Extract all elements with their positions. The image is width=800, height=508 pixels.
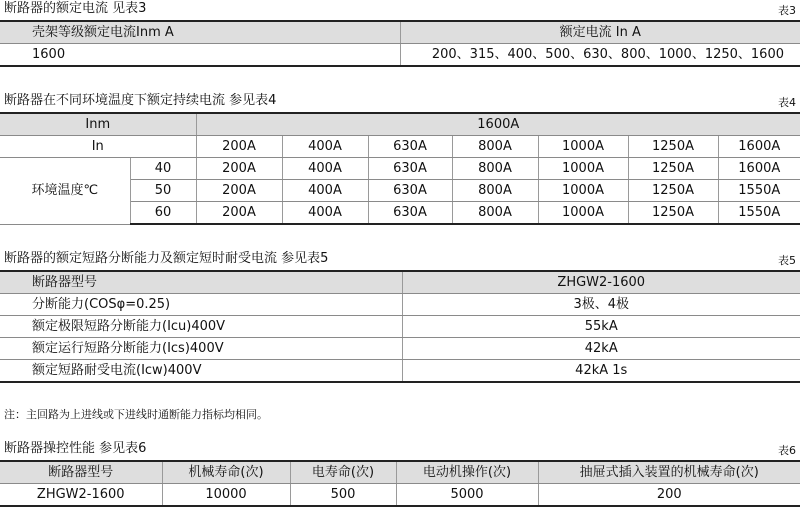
table4-inm-label: Inm [0, 113, 196, 136]
table3 [0, 20, 800, 67]
table3-row [0, 44, 800, 67]
table6-number: 表6 [778, 444, 796, 457]
table4-cell: 1000A [538, 202, 628, 225]
table4-cell: 400A [282, 202, 368, 225]
table5-value: 42kA 1s [402, 360, 800, 383]
table4-in-value: 1000A [538, 136, 628, 158]
table6-cell: ZHGW2-1600 [0, 484, 162, 507]
table6-header: 抽屉式插入装置的机械寿命(次) [538, 461, 800, 484]
table6-header: 电寿命(次) [290, 461, 396, 484]
table4-in-value: 1600A [718, 136, 800, 158]
table4-cell: 630A [368, 202, 452, 225]
table6-cell: 5000 [396, 484, 538, 507]
table5-value: 55kA [402, 316, 800, 338]
table4-number: 表4 [778, 96, 796, 109]
table4-cell: 1250A [628, 158, 718, 180]
table5-header-row [0, 271, 800, 294]
table3-header-row [0, 21, 800, 44]
table5-number: 表5 [778, 254, 796, 267]
table3-section [0, 0, 800, 67]
table3-number: 表3 [778, 4, 796, 17]
table4-cell: 1250A [628, 180, 718, 202]
table5-item: 额定极限短路分断能力(Icu)400V [0, 316, 402, 338]
table4-section [0, 92, 800, 225]
table5-value: 3极、4极 [402, 294, 800, 316]
table3-rated-current-values: 200、315、400、500、630、800、1000、1250、1600 [400, 44, 800, 67]
table5-caption: 断路器的额定短路分断能力及额定短时耐受电流 参见表5 [4, 251, 329, 266]
table6 [0, 460, 800, 507]
table6-cell: 500 [290, 484, 396, 507]
table4-in-value: 630A [368, 136, 452, 158]
table6-cell: 10000 [162, 484, 290, 507]
table6-header-row [0, 461, 800, 484]
table4-cell: 1000A [538, 158, 628, 180]
table4-cell: 630A [368, 158, 452, 180]
table5 [0, 270, 800, 383]
table6-section [0, 440, 800, 507]
table4-cell: 200A [196, 180, 282, 202]
table6-row [0, 484, 800, 507]
table4-cell: 1250A [628, 202, 718, 225]
table4-temp-value: 60 [130, 202, 196, 225]
table3-header-frame-current: 壳架等级额定电流Inm A [0, 21, 400, 44]
table4-temp-value: 40 [130, 158, 196, 180]
table4-cell: 800A [452, 180, 538, 202]
table4-in-value: 400A [282, 136, 368, 158]
table4-cell: 1550A [718, 202, 800, 225]
table5-row [0, 316, 800, 338]
table4-cell: 800A [452, 158, 538, 180]
table4-cell: 200A [196, 158, 282, 180]
table6-header: 电动机操作(次) [396, 461, 538, 484]
table4-cell: 200A [196, 202, 282, 225]
table4-cell: 400A [282, 158, 368, 180]
table4-in-label: In [0, 136, 196, 158]
table5-item: 额定短路耐受电流(Icw)400V [0, 360, 402, 383]
table4-cell: 630A [368, 180, 452, 202]
table5-row [0, 294, 800, 316]
table5-value: 42kA [402, 338, 800, 360]
table3-caption: 断路器的额定电流 见表3 [4, 1, 147, 16]
table4-cell: 1550A [718, 180, 800, 202]
table4-in-row [0, 136, 800, 158]
table4-cell: 400A [282, 180, 368, 202]
table4-cell: 1600A [718, 158, 800, 180]
table5-row [0, 360, 800, 383]
table5-row [0, 338, 800, 360]
table6-cell: 200 [538, 484, 800, 507]
table3-header-rated-current: 额定电流 In A [400, 21, 800, 44]
table4-in-value: 800A [452, 136, 538, 158]
table4-inm-row [0, 113, 800, 136]
table5-item: 额定运行短路分断能力(Ics)400V [0, 338, 402, 360]
table4-in-value: 1250A [628, 136, 718, 158]
table4 [0, 112, 800, 225]
table4-cell: 800A [452, 202, 538, 225]
table5-header-model-label: 断路器型号 [0, 271, 402, 294]
table4-temp-row [0, 158, 800, 180]
table4-caption: 断路器在不同环境温度下额定持续电流 参见表4 [4, 93, 277, 108]
table4-temp-label: 环境温度℃ [0, 158, 130, 225]
table5-section [0, 250, 800, 383]
table4-temp-value: 50 [130, 180, 196, 202]
table6-header: 断路器型号 [0, 461, 162, 484]
table4-inm-value: 1600A [196, 113, 800, 136]
table6-header: 机械寿命(次) [162, 461, 290, 484]
table5-item: 分断能力(COSφ=0.25) [0, 294, 402, 316]
table3-frame-current-value: 1600 [0, 44, 400, 67]
table4-cell: 1000A [538, 180, 628, 202]
table5-header-model-value: ZHGW2-1600 [402, 271, 800, 294]
table6-caption: 断路器操控性能 参见表6 [4, 441, 147, 456]
table4-in-value: 200A [196, 136, 282, 158]
table5-note: 注：主回路为上进线或下进线时通断能力指标均相同。 [4, 408, 268, 421]
